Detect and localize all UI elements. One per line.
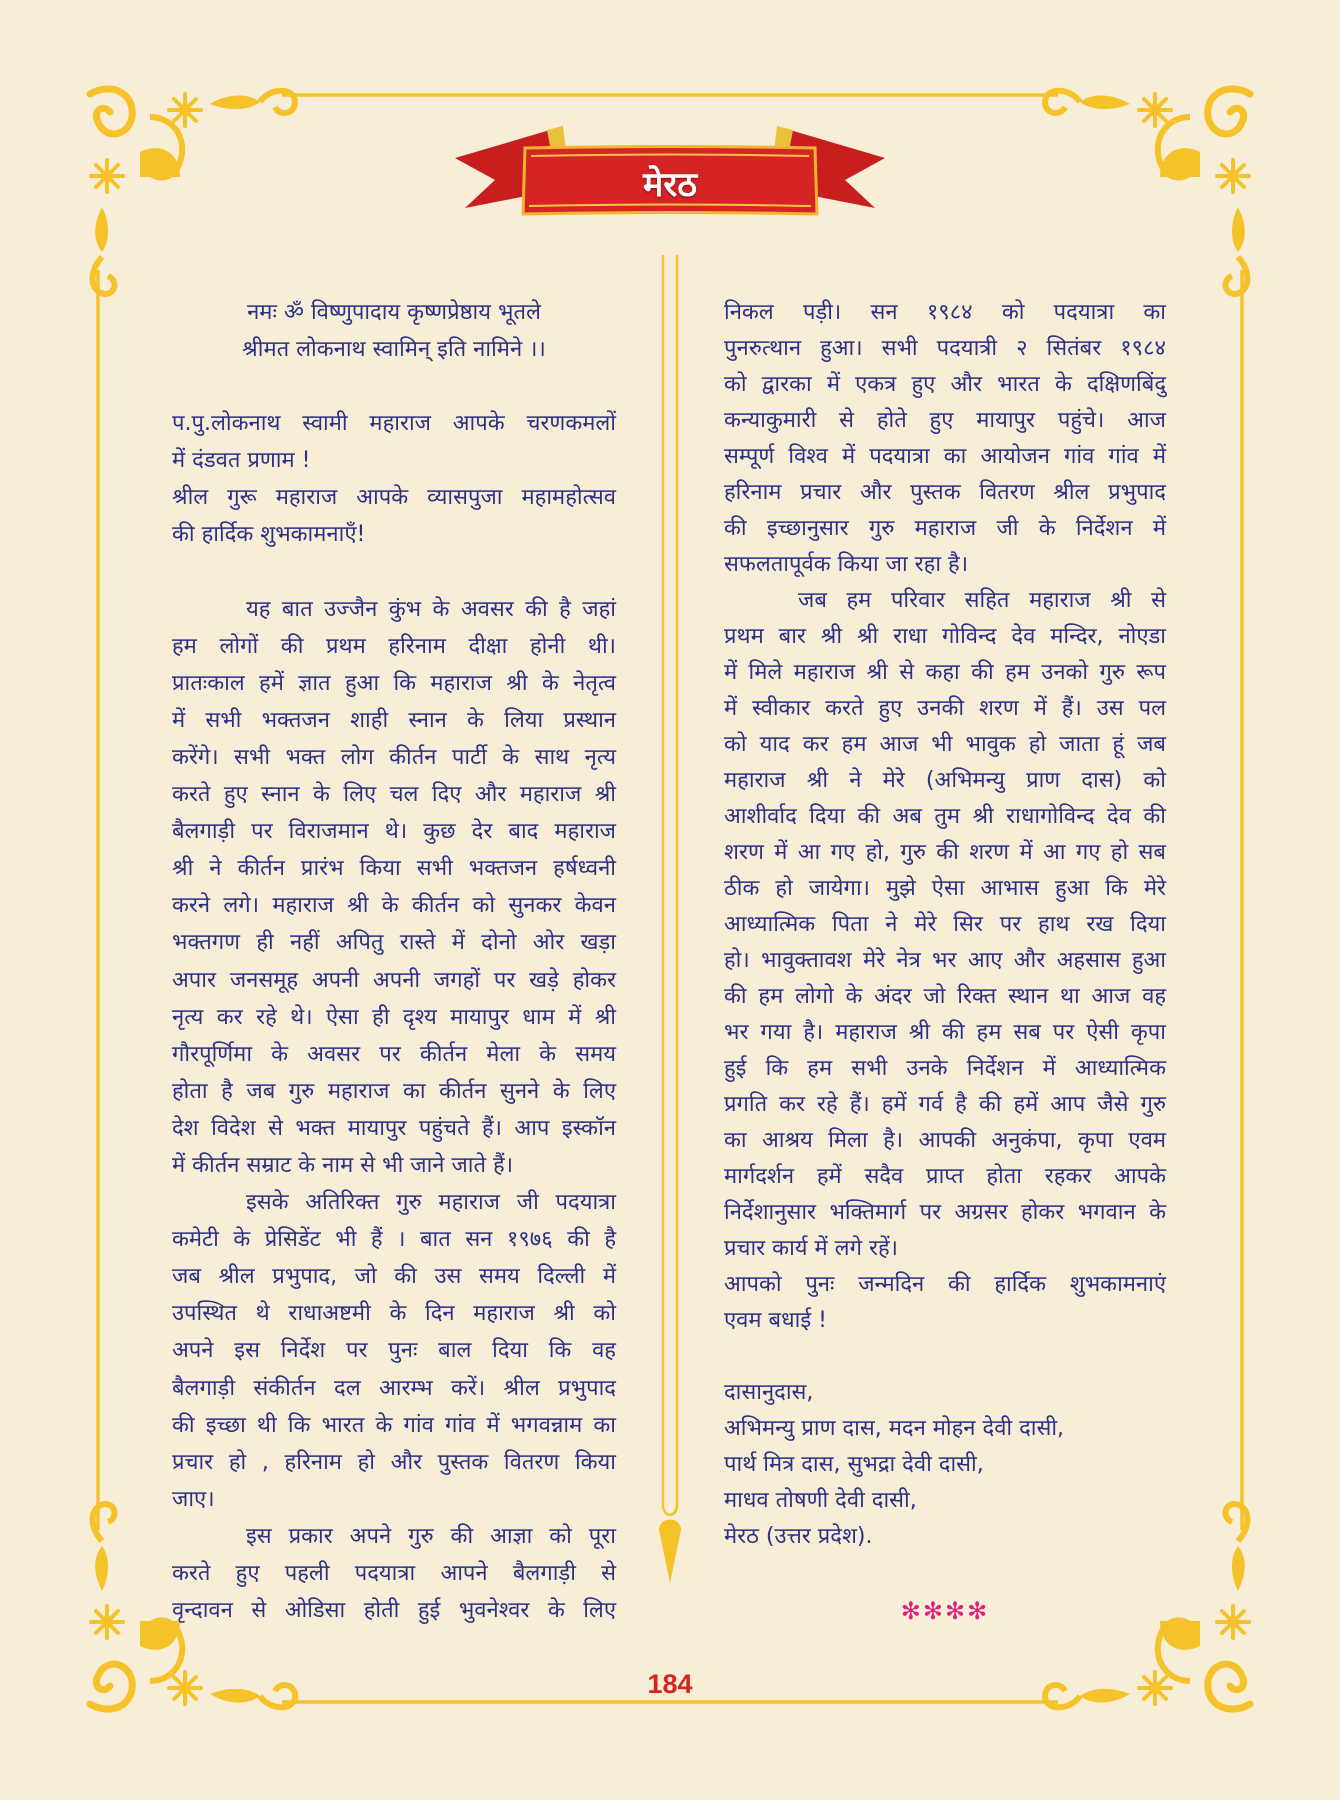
- paragraph-padayatra-committee: [172, 1184, 616, 1518]
- text-line: जाए।: [172, 1486, 215, 1512]
- text-line: ठीक हो जायेगा। मुझे ऐसा आभास हुआ कि मेरे: [724, 876, 1166, 901]
- text-line: जब हम परिवार सहित महाराज श्री से: [798, 588, 1166, 613]
- column-divider: [663, 255, 677, 1515]
- text-line: प्रचार हो , हरिनाम हो और पुस्तक वितरण किया: [172, 1449, 616, 1475]
- text-line: कन्याकुमारी से होते हुए मायापुर पहुंचे। आज: [724, 408, 1166, 433]
- text-line: शरण में आ गए हो, गुरु की शरण में आ गए हो सब: [724, 840, 1166, 865]
- greeting-obeisance: [172, 405, 616, 479]
- text-line: को द्वारका में एकत्र हुए और भारत के दक्षिणबिंदु: [724, 372, 1166, 397]
- text-line: महाराज श्री ने मेरे (अभिमन्यु प्राण दास) को: [724, 768, 1166, 793]
- text-line: हो। भावुक्तावश मेरे नेत्र भर आए और अहसास हुआ: [724, 948, 1166, 973]
- text-line: की इच्छा थी कि भारत के गांव गांव में भगवन्नाम का: [172, 1412, 616, 1438]
- text-line: वृन्दावन से ओडिसा होती हुई भुवनेश्वर के लिए: [172, 1598, 616, 1624]
- text-line: हुई कि हम सभी उनके निर्देशन में आध्यात्मिक: [724, 1056, 1166, 1081]
- text-line: प्रातःकाल हमें ज्ञात हुआ कि महाराज श्री के नेतृत्व: [172, 670, 616, 696]
- paragraph-ujjain-kumbh: [172, 591, 616, 1185]
- text-line: दासानुदास,: [724, 1380, 814, 1405]
- text-line: नमः ॐ विष्णुपादाय कृष्णप्रेष्ठाय भूतले: [247, 300, 541, 325]
- text-line: में स्वीकार करते हुए उनकी शरण में हैं। उस पल: [724, 696, 1166, 721]
- text-line: प्रगति कर रहे हैं। हमें गर्व है की हमें आप जैसे गुरु: [724, 1092, 1166, 1117]
- text-line: में दंडवत प्रणाम !: [172, 448, 311, 474]
- text-line: पार्थ मित्र दास, सुभद्रा देवी दासी,: [724, 1452, 984, 1477]
- end-mark-stars: ✻✻✻✻: [900, 1597, 990, 1625]
- birthday-wishes: [724, 1267, 1166, 1339]
- text-line: अपने इस निर्देश पर पुनः बाल दिया कि वह: [172, 1338, 616, 1364]
- text-line: करते हुए पहली पदयात्रा आपने बैलगाड़ी से: [172, 1561, 616, 1586]
- text-line: आपको पुनः जन्मदिन की हार्दिक शुभकामनाएं: [724, 1272, 1166, 1297]
- text-line: मेरठ (उत्तर प्रदेश).: [724, 1524, 873, 1549]
- text-line: पुनरुत्थान हुआ। सभी पदयात्री २ सितंबर १९८४: [724, 336, 1166, 361]
- text-line: अपार जनसमूह अपनी अपनी जगहों पर खड़े होकर: [172, 967, 616, 993]
- text-line: भर गया है। महाराज श्री की हम सब पर ऐसी कृपा: [724, 1020, 1166, 1045]
- text-line: को याद कर हम आज भी भावुक हो जाता हूं जब: [724, 732, 1166, 757]
- greeting-wishes: [172, 479, 616, 553]
- text-line: करते हुए स्नान के लिए चल दिए और महाराज श्री: [172, 782, 616, 808]
- text-line: में कीर्तन सम्राट के नाम से भी जाने जाते हैं।: [172, 1152, 514, 1178]
- text-line: इसके अतिरिक्त गुरु महाराज जी पदयात्रा: [246, 1190, 616, 1216]
- text-line: श्री ने कीर्तन प्रारंभ किया सभी भक्तजन हर्षध्वनी: [172, 856, 616, 882]
- text-line: बैलगाड़ी संकीर्तन दल आरम्भ करें। श्रील प्रभुपाद: [172, 1375, 616, 1401]
- text-line: का आश्रय मिला है। आपकी अनुकंपा, कृपा एवम: [724, 1128, 1166, 1153]
- text-line: सफलतापूर्वक किया जा रहा है।: [724, 552, 969, 577]
- page-title: मेरठ: [643, 165, 697, 205]
- text-line: कमेटी के प्रेसिडेंट भी हैं । बात सन १९७६ की है: [172, 1227, 616, 1253]
- invocation-verse: [172, 294, 616, 368]
- text-line: श्रीमत लोकनाथ स्वामिन् इति नामिने ।।: [242, 337, 546, 363]
- paragraph-meeting-maharaj: [724, 583, 1166, 1267]
- text-line: मार्गदर्शन हमें सदैव प्राप्त होता रहकर आपके: [724, 1164, 1166, 1189]
- text-line: नृत्य कर रहे थे। ऐसा ही दृश्य मायापुर धाम में श्री: [172, 1004, 616, 1030]
- text-line: आध्यात्मिक पिता ने मेरे सिर पर हाथ रख दिया: [724, 912, 1166, 937]
- text-line: प्रथम बार श्री श्री राधा गोविन्द देव मन्दिर, नोएडा: [724, 624, 1166, 649]
- signature-block: [724, 1375, 1166, 1555]
- text-line: करेंगे। सभी भक्त लोग कीर्तन पार्टी के साथ नृत्य: [172, 744, 616, 770]
- page-number: 184: [647, 1669, 693, 1699]
- text-line: जब श्रील प्रभुपाद, जो की उस समय दिल्ली में: [172, 1264, 616, 1290]
- text-line: प्रचार कार्य में लगे रहें।: [724, 1236, 898, 1261]
- text-line: गौरपूर्णिमा के अवसर पर कीर्तन मेला के समय: [172, 1041, 616, 1067]
- text-line: एवम बधाई !: [724, 1308, 827, 1333]
- text-line: निर्देशानुसार भक्तिमार्ग पर अग्रसर होकर भगवान के: [724, 1200, 1166, 1225]
- right-column: [724, 295, 1166, 1555]
- text-line: इस प्रकार अपने गुरु की आज्ञा को पूरा: [246, 1523, 616, 1549]
- text-line: में सभी भक्तजन शाही स्नान के लिया प्रस्थान: [172, 707, 616, 733]
- text-line: उपस्थित थे राधाअष्टमी के दिन महाराज श्री को: [172, 1301, 616, 1327]
- text-line: करने लगे। महाराज श्री के कीर्तन को सुनकर केवन: [172, 893, 616, 919]
- text-line: श्रील गुरू महाराज आपके व्यासपुजा महामहोत्सव: [172, 485, 616, 511]
- text-line: की हम लोगो के अंदर जो रिक्त स्थान था आज वह: [724, 984, 1166, 1009]
- text-line: निकल पड़ी। सन १९८४ को पदयात्रा का: [724, 300, 1166, 325]
- text-line: अभिमन्यु प्राण दास, मदन मोहन देवी दासी,: [724, 1416, 1065, 1441]
- text-line: में मिले महाराज श्री से कहा की हम उनको गुरु रूप: [724, 660, 1166, 685]
- text-line: की इच्छानुसार गुरु महाराज जी के निर्देशन में: [724, 516, 1166, 541]
- divider-drop-ornament: [659, 1520, 681, 1584]
- text-line: आशीर्वाद दिया की अब तुम श्री राधागोविन्द देव की: [724, 804, 1166, 829]
- text-line: बैलगाड़ी पर विराजमान थे। कुछ देर बाद महाराज: [172, 819, 616, 845]
- text-line: होता है जब गुरु महाराज का कीर्तन सुनने के लिए: [172, 1078, 616, 1104]
- text-line: प.पु.लोकनाथ स्वामी महाराज आपके चरणकमलों: [172, 411, 616, 437]
- paragraph-first-padayatra: [172, 1518, 616, 1629]
- text-line: की हार्दिक शुभकामनाएँ!: [172, 522, 366, 548]
- paragraph-first-padayatra-continued: [724, 295, 1166, 583]
- text-line: माधव तोषणी देवी दासी,: [724, 1488, 917, 1513]
- text-line: सम्पूर्ण विश्व में पदयात्रा का आयोजन गांव गांव में: [724, 444, 1166, 469]
- left-column: [172, 294, 616, 1629]
- text-line: हरिनाम प्रचार और पुस्तक वितरण श्रील प्रभुपाद: [724, 480, 1166, 505]
- text-line: देश विदेश से भक्त मायापुर पहुंचते हैं। आप इस्कॉन: [172, 1115, 616, 1141]
- text-line: यह बात उज्जैन कुंभ के अवसर की है जहां: [246, 596, 616, 622]
- text-line: भक्तगण ही नहीं अपितु रास्ते में दोनो ओर खड़ा: [172, 930, 616, 956]
- text-line: हम लोगों की प्रथम हरिनाम दीक्षा होनी थी।: [172, 633, 616, 659]
